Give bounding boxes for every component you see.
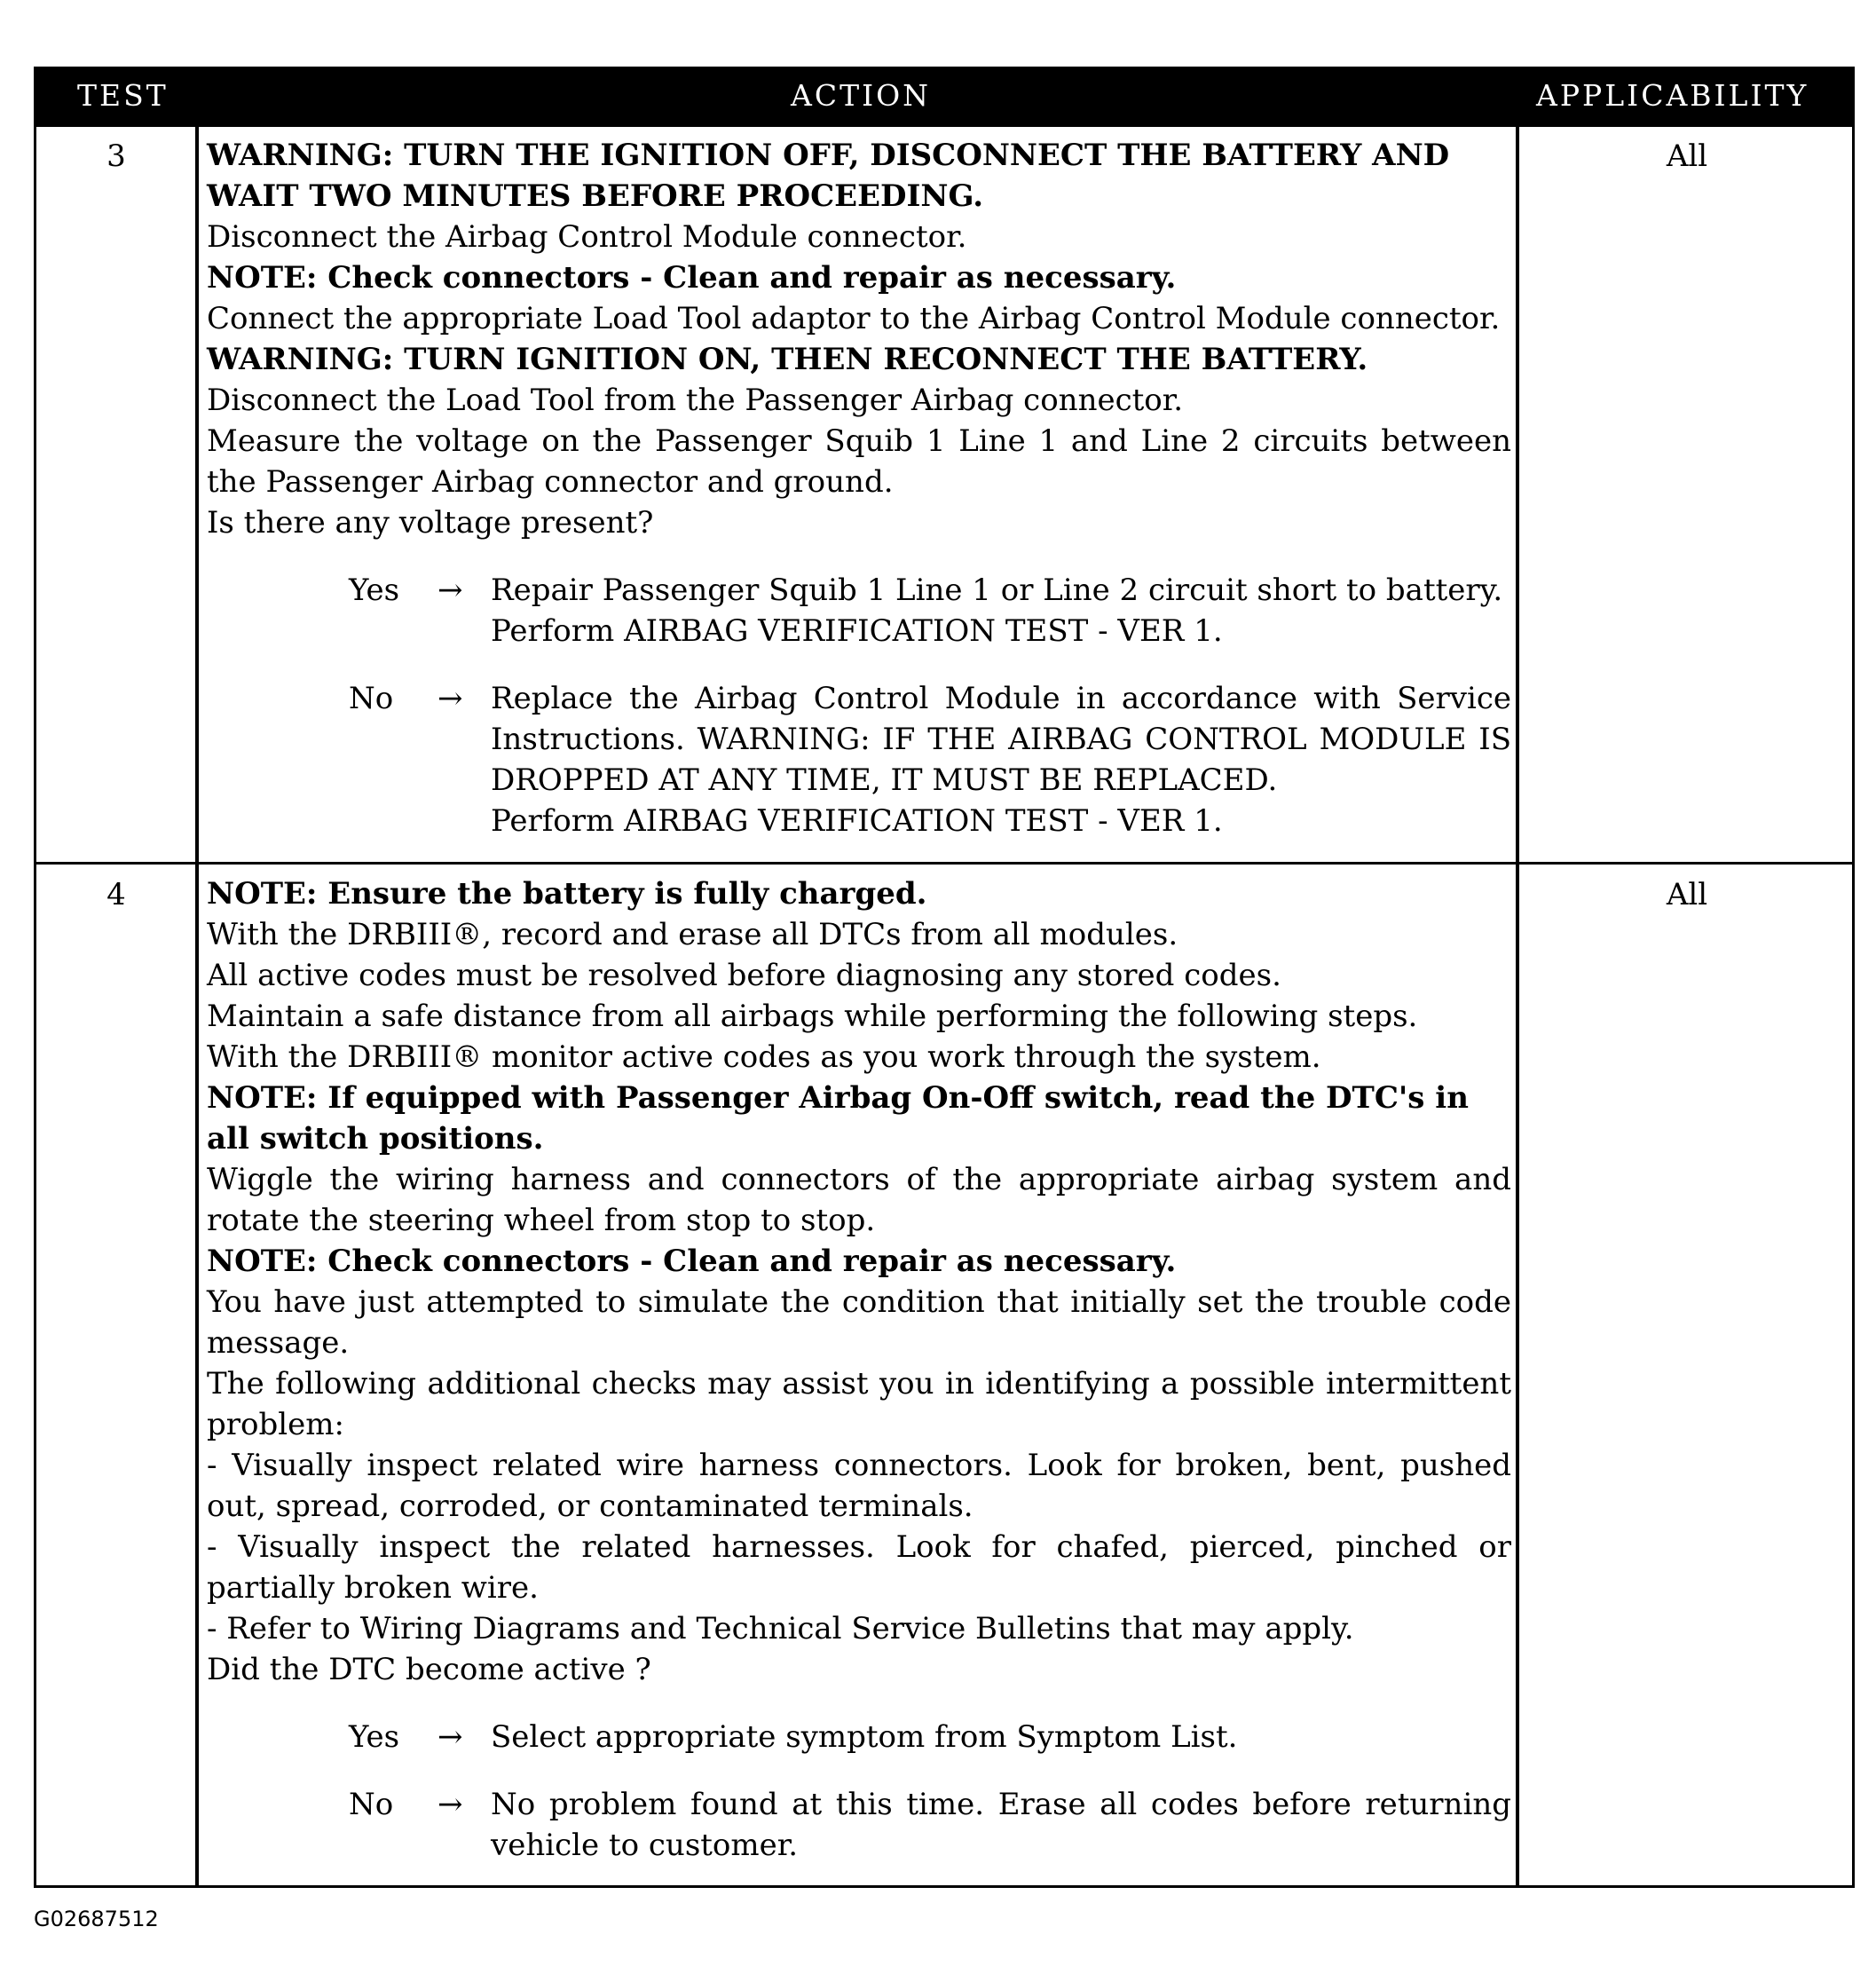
action-line: All active codes must be resolved before diagnosing any stored codes. xyxy=(207,958,1281,993)
outcome-text: Select appropriate symptom from Symptom List. xyxy=(491,1719,1238,1755)
action-line: Measure the voltage on the Passenger Squib 1 Line 1 and Line 2 circuits between the Passenger Airbag connector and ground. xyxy=(207,423,1511,500)
note-text: NOTE: Ensure the battery is fully charged. xyxy=(207,876,927,912)
note-text: NOTE: If equipped with Passenger Airbag On-Off switch, read the DTC's in all switch positions. xyxy=(207,1080,1469,1157)
outcome-yes xyxy=(207,1717,1511,1757)
arrow-icon: → xyxy=(437,1719,463,1755)
outcome-text: Perform AIRBAG VERIFICATION TEST - VER 1. xyxy=(491,613,1223,649)
applicability-value: All xyxy=(1666,877,1708,912)
action-line: - Visually inspect the related harnesses. Look for chafed, pierced, pinched or partially broken wire. xyxy=(207,1529,1511,1606)
figure-code: G02687512 xyxy=(34,1907,159,1931)
arrow-icon: → xyxy=(437,681,463,716)
header-test: TEST xyxy=(77,78,169,113)
header-applicability: APPLICABILITY xyxy=(1536,78,1809,113)
action-line: Wiggle the wiring harness and connectors of the appropriate airbag system and rotate the steering wheel from stop to stop. xyxy=(207,1162,1511,1238)
question-text: Did the DTC become active ? xyxy=(207,1652,651,1687)
action-line: With the DRBIII® monitor active codes as you work through the system. xyxy=(207,1039,1321,1075)
arrow-icon: → xyxy=(437,1787,463,1822)
outcome-text: No problem found at this time. Erase all codes before returning vehicle to customer. xyxy=(491,1787,1511,1863)
outcome-no xyxy=(207,678,1511,841)
header-action: ACTION xyxy=(791,78,932,113)
test-number: 4 xyxy=(106,877,126,912)
column-divider-test xyxy=(195,69,199,1885)
question-text: Is there any voltage present? xyxy=(207,505,654,541)
test-number: 3 xyxy=(106,138,126,174)
arrow-icon: → xyxy=(437,572,463,608)
outcome-text: Replace the Airbag Control Module in accordance with Service Instructions. WARNING: IF THE AIRBAG CONTROL MODULE IS DROPPED AT ANY TIME, IT MUST BE REPLACED. xyxy=(491,681,1511,798)
warning-text: WARNING: TURN IGNITION ON, THEN RECONNECT THE BATTERY. xyxy=(207,342,1368,377)
outcome-yes xyxy=(207,570,1511,651)
column-divider-applicability xyxy=(1516,69,1519,1885)
action-line: Disconnect the Airbag Control Module connector. xyxy=(207,219,967,255)
action-line: Maintain a safe distance from all airbags while performing the following steps. xyxy=(207,999,1418,1034)
applicability-value: All xyxy=(1666,138,1708,174)
outcome-label: No xyxy=(349,681,394,716)
action-line: - Visually inspect related wire harness connectors. Look for broken, bent, pushed out, spread, corroded, or contaminated terminals. xyxy=(207,1448,1511,1524)
action-cell xyxy=(207,873,1511,1866)
outcome-text: Repair Passenger Squib 1 Line 1 or Line 2 circuit short to battery. xyxy=(491,572,1503,608)
note-text: NOTE: Check connectors - Clean and repair as necessary. xyxy=(207,260,1177,296)
action-line: You have just attempted to simulate the condition that initially set the trouble code message. xyxy=(207,1284,1511,1361)
action-line: - Refer to Wiring Diagrams and Technical Service Bulletins that may apply. xyxy=(207,1611,1354,1646)
warning-text: WARNING: TURN THE IGNITION OFF, DISCONNECT THE BATTERY AND WAIT TWO MINUTES BEFORE PROCEEDING. xyxy=(207,138,1450,214)
outcome-text: Perform AIRBAG VERIFICATION TEST - VER 1. xyxy=(491,803,1223,839)
action-line: Disconnect the Load Tool from the Passenger Airbag connector. xyxy=(207,383,1184,418)
action-line: With the DRBIII®, record and erase all DTCs from all modules. xyxy=(207,917,1178,952)
action-line: The following additional checks may assist you in identifying a possible intermittent problem: xyxy=(207,1366,1511,1442)
outcome-label: Yes xyxy=(349,572,400,608)
outcome-label: No xyxy=(349,1787,394,1822)
row-divider xyxy=(36,862,1852,865)
outcome-label: Yes xyxy=(349,1719,400,1755)
table-header xyxy=(36,69,1852,127)
action-line: Connect the appropriate Load Tool adaptor to the Airbag Control Module connector. xyxy=(207,301,1501,336)
action-cell xyxy=(207,135,1511,841)
note-text: NOTE: Check connectors - Clean and repair as necessary. xyxy=(207,1244,1177,1279)
outcome-no xyxy=(207,1784,1511,1866)
diagnostic-table xyxy=(34,67,1855,1888)
